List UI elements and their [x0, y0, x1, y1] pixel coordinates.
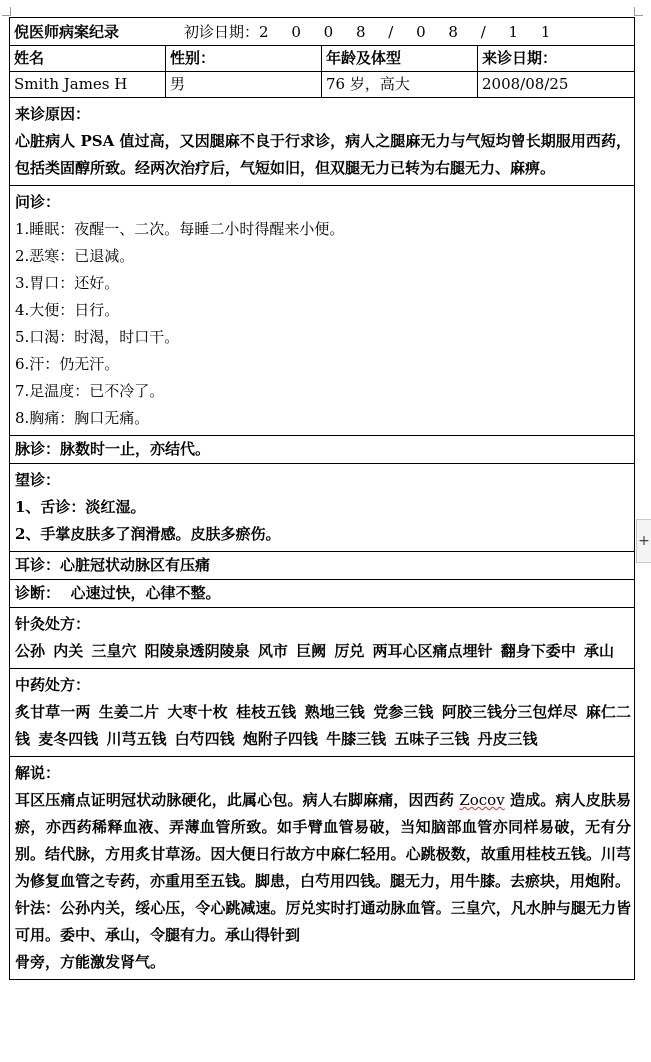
inquiry-item: 8.胸痛：胸口无痛。 — [15, 409, 150, 427]
title-row — [10, 18, 634, 46]
page-corner-mark-left — [2, 7, 11, 16]
patient-visit-date: 2008/08/25 — [482, 75, 569, 93]
explanation-paragraph-1 — [15, 787, 631, 895]
acupuncture-section — [10, 608, 634, 669]
herbal-title: 中药处方： — [15, 676, 91, 694]
pulse-text: 脉诊：脉数时一止，亦结代。 — [15, 440, 211, 458]
medical-record-table — [9, 17, 635, 980]
reason-title: 来诊原因： — [15, 105, 91, 123]
patient-value-row — [10, 72, 634, 98]
explanation-p1-before: 耳区压痛点证明冠状动脉硬化，此属心包。病人右脚麻痛，因西药 — [15, 791, 460, 809]
herbal-section — [10, 669, 634, 757]
observation-item: 1、舌诊：淡红湿。 — [15, 498, 146, 516]
inquiry-item: 4.大便：日行。 — [15, 301, 120, 319]
herbal-text: 炙甘草一两 生姜二片 大枣十枚 桂枝五钱 熟地三钱 党参三钱 阿胶三钱分三包烊尽 麻仁二钱 麦冬四钱 川芎五钱 白芍四钱 炮附子四钱 牛膝三钱 五味子三钱 丹皮三钱 — [15, 703, 631, 748]
first-visit-date: 2 0 0 8 / 0 8 / 1 1 — [259, 22, 560, 41]
header-visit-date: 来诊日期： — [482, 49, 558, 67]
diagnosis-label: 诊断： — [15, 584, 61, 602]
diagnosis-text: 心速过快，心律不整。 — [70, 584, 221, 602]
side-expand-button[interactable] — [636, 519, 651, 563]
patient-name: Smith James H — [10, 72, 166, 97]
inquiry-title: 问诊： — [15, 193, 61, 211]
observation-item: 2、手掌皮肤多了润滑感。皮肤多瘀伤。 — [15, 525, 281, 543]
drug-name-zocov: Zocov — [459, 791, 505, 809]
header-gender: 性别： — [166, 46, 322, 71]
explanation-paragraph-3: 骨旁，方能激发肾气。 — [15, 953, 166, 971]
patient-header-row — [10, 46, 634, 72]
patient-gender: 男 — [166, 72, 322, 97]
patient-age: 76 岁，高大 — [322, 72, 478, 97]
observation-title: 望诊： — [15, 471, 61, 489]
explanation-paragraph-2: 针法：公孙内关，绥心压，令心跳减速。厉兑实时打通动脉血管。三皇穴，凡水肿与腿无力皆可用。委中、承山，令腿有力。承山得针到 — [15, 899, 631, 944]
diagnosis-section — [10, 580, 634, 608]
reason-text: 心脏病人 PSA 值过高，又因腿麻不良于行求诊，病人之腿麻无力与气短均曾长期服用西药，包括类固醇所致。经两次治疗后，气短如旧，但双腿无力已转为右腿无力、麻痹。 — [15, 132, 631, 177]
inquiry-item: 3.胃口：还好。 — [15, 274, 120, 292]
explanation-section — [10, 757, 634, 980]
header-name: 姓名 — [10, 46, 166, 71]
inquiry-section — [10, 186, 634, 436]
page-corner-mark-right — [634, 7, 643, 16]
ear-text: 耳诊：心脏冠状动脉区有压痛 — [15, 556, 211, 574]
explanation-title: 解说： — [15, 764, 61, 782]
reason-section — [10, 98, 634, 186]
header-age: 年龄及体型 — [322, 46, 478, 71]
plus-icon: + — [638, 533, 650, 549]
pulse-section — [10, 436, 634, 464]
record-title: 倪医师病案纪录 — [14, 23, 120, 41]
observation-section — [10, 464, 634, 552]
inquiry-item: 2.恶寒：已退减。 — [15, 247, 135, 265]
explanation-p1-after: 造成。病人皮肤易瘀，亦西药稀释血液、弄薄血管所致。如手臂血管易破，当知脑部血管亦同样易破，无有分别。结代脉，方用炙甘草汤。因大便日行故方中麻仁轻用。心跳极数，故重用桂枝五钱。川芎为修复血管之专药，亦重用至五钱。脚患，白芍用四钱。腿无力，用牛膝。去瘀块，用炮附。 — [15, 791, 631, 890]
acupuncture-text: 公孙 内关 三皇穴 阳陵泉透阴陵泉 风市 巨阙 厉兑 两耳心区痛点埋针 翻身下委中 承山 — [15, 642, 615, 660]
inquiry-item: 1.睡眠：夜醒一、二次。每睡二小时得醒来小便。 — [15, 220, 345, 238]
first-visit-label: 初诊日期： — [184, 23, 260, 41]
inquiry-item: 5.口渴：时渴，时口干。 — [15, 328, 180, 346]
ear-section — [10, 552, 634, 580]
inquiry-item: 6.汗：仍无汗。 — [15, 355, 120, 373]
inquiry-item: 7.足温度：已不冷了。 — [15, 382, 165, 400]
acupuncture-title: 针灸处方： — [15, 615, 91, 633]
